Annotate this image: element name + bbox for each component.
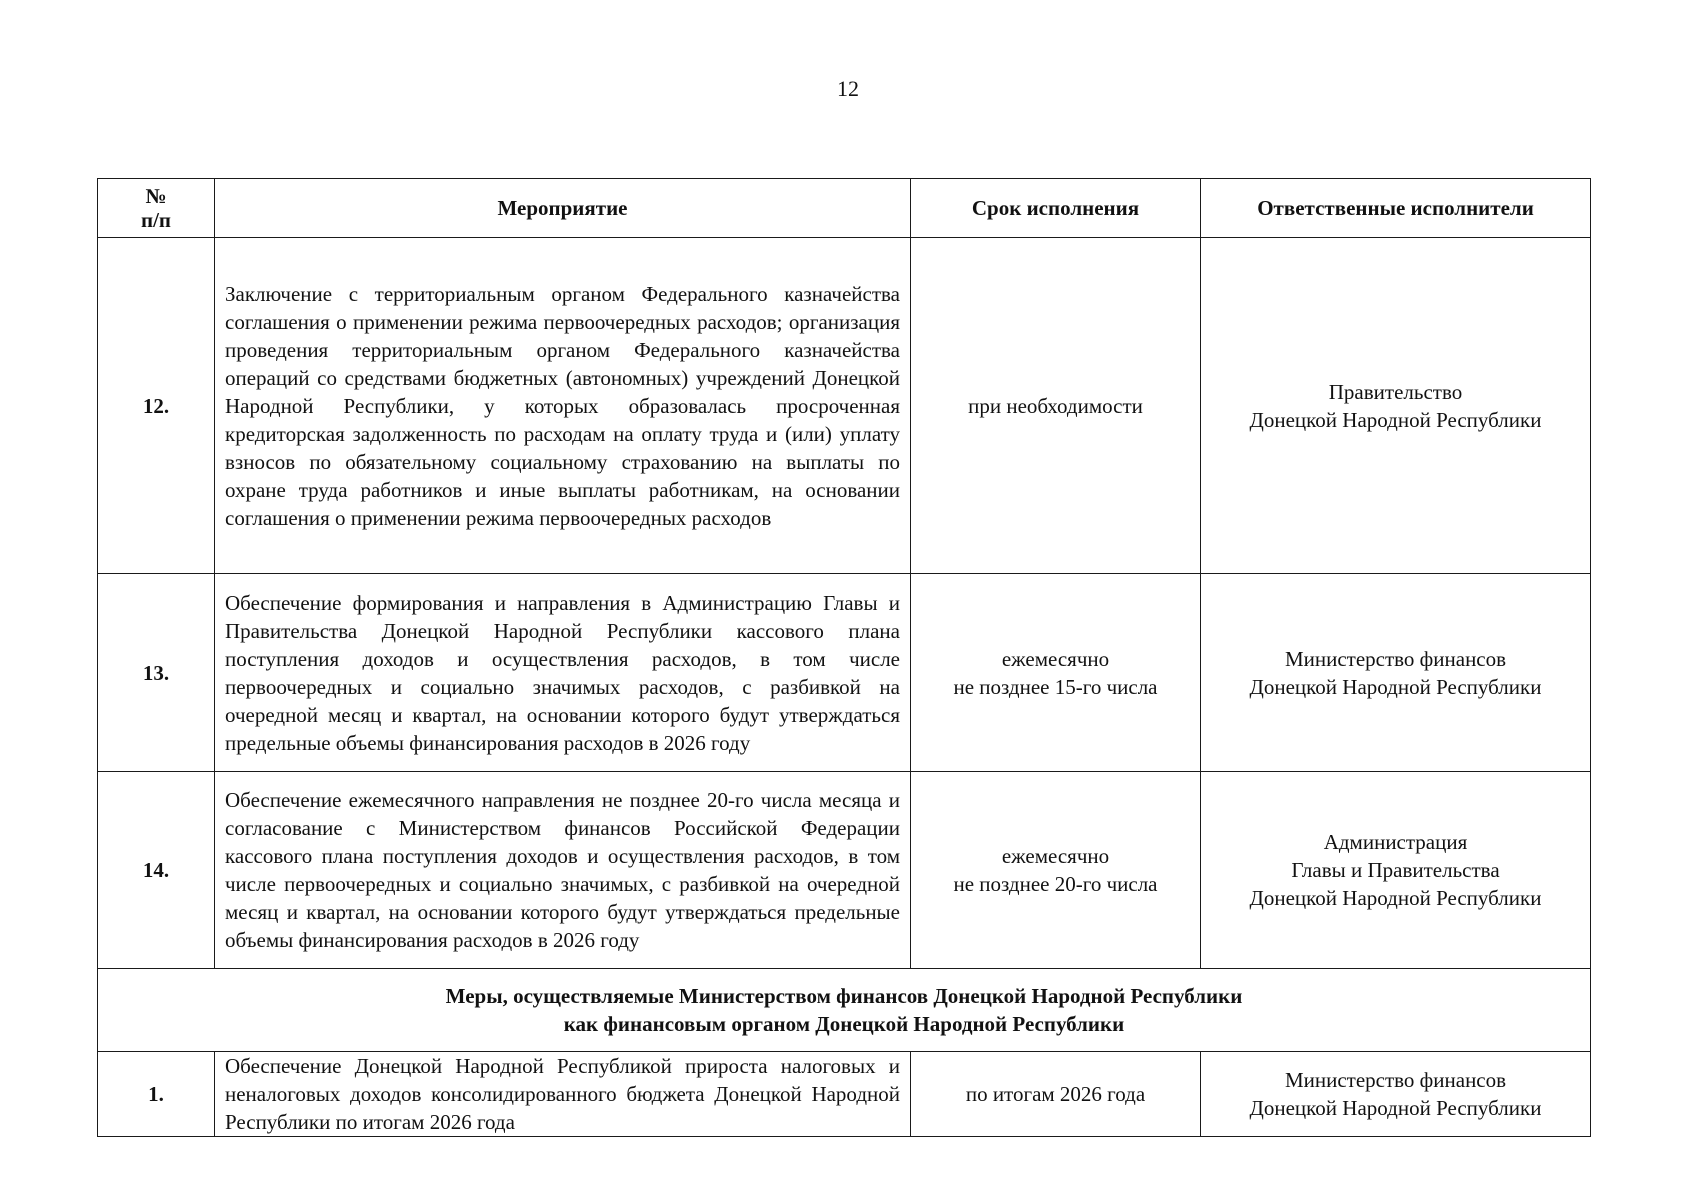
row-number: 12. bbox=[98, 238, 215, 574]
header-responsible: Ответственные исполнители bbox=[1201, 179, 1591, 238]
table-header-row bbox=[98, 179, 1591, 238]
responsible-line: Министерство финансов bbox=[1284, 1068, 1507, 1092]
responsible-line: Министерство финансов bbox=[1284, 646, 1507, 671]
header-deadline: Срок исполнения bbox=[911, 179, 1201, 238]
header-num-line1: № bbox=[145, 184, 167, 208]
table-row bbox=[98, 574, 1591, 772]
row-number: 1. bbox=[98, 1052, 215, 1137]
table-row bbox=[98, 1052, 1591, 1137]
deadline-line: при необходимости bbox=[968, 393, 1143, 418]
section-title-line1: Меры, осуществляемые Министерством финансов Донецкой Народной Республики bbox=[445, 984, 1243, 1008]
row-responsible bbox=[1201, 574, 1591, 772]
deadline-line: не позднее 15-го числа bbox=[953, 674, 1158, 699]
header-num-line2: п/п bbox=[140, 208, 172, 232]
deadline-line: не позднее 20-го числа bbox=[953, 872, 1158, 896]
row-deadline bbox=[911, 238, 1201, 574]
deadline-line: ежемесячно bbox=[1001, 844, 1110, 868]
responsible-line: Донецкой Народной Республики bbox=[1249, 674, 1542, 699]
responsible-line: Главы и Правительства bbox=[1291, 858, 1500, 882]
deadline-line: по итогам 2026 года bbox=[965, 1082, 1146, 1106]
row-deadline bbox=[911, 772, 1201, 969]
row-responsible bbox=[1201, 238, 1591, 574]
page-number: 12 bbox=[837, 76, 859, 101]
section-title-line2: как финансовым органом Донецкой Народной Республики bbox=[563, 1012, 1125, 1036]
row-activity: Обеспечение ежемесячного направления не позднее 20-го числа месяца и согласование с Министерством финансов Российской Федерации кассового плана поступления доходов и осуществления расходов, в том числе первоочередных и социально значимых, с разбивкой на очередной месяц и квартал, на основании которого будут утверждаться предельные объемы финансирования расходов в 2026 году bbox=[215, 772, 911, 969]
section-title bbox=[98, 969, 1591, 1052]
row-activity: Заключение с территориальным органом Федерального казначейства соглашения о применении режима первоочередных расходов; организация проведения территориальным органом Федерального казначейства операций со средствами бюджетных (автономных) учреждений Донецкой Народной Республики, у которых образовалась просроченная кредиторская задолженность по расходам на оплату труда и (или) уплату взносов по обязательному социальному страхованию на выплаты по охране труда работников и иные выплаты работникам, на основании соглашения о применении режима первоочередных расходов bbox=[215, 238, 911, 574]
section-header-row bbox=[98, 969, 1591, 1052]
deadline-line: ежемесячно bbox=[1001, 646, 1110, 671]
row-activity: Обеспечение формирования и направления в Администрацию Главы и Правительства Донецкой Народной Республики кассового плана поступления доходов и осуществления расходов, в том числе первоочередных и социально значимых расходов, с разбивкой на очередной месяц и квартал, на основании которого будут утверждаться предельные объемы финансирования расходов в 2026 году bbox=[215, 574, 911, 772]
responsible-line: Донецкой Народной Республики bbox=[1249, 407, 1542, 432]
row-number: 14. bbox=[98, 772, 215, 969]
row-number: 13. bbox=[98, 574, 215, 772]
responsible-line: Донецкой Народной Республики bbox=[1249, 1096, 1542, 1120]
action-plan-table bbox=[97, 178, 1591, 1137]
row-deadline bbox=[911, 574, 1201, 772]
row-deadline bbox=[911, 1052, 1201, 1137]
responsible-line: Администрация bbox=[1323, 830, 1468, 854]
row-responsible bbox=[1201, 772, 1591, 969]
table-row bbox=[98, 238, 1591, 574]
row-activity: Обеспечение Донецкой Народной Республикой прироста налоговых и неналоговых доходов консолидированного бюджета Донецкой Народной Республики по итогам 2026 года bbox=[215, 1052, 911, 1137]
responsible-line: Правительство bbox=[1328, 379, 1463, 404]
header-activity: Мероприятие bbox=[215, 179, 911, 238]
responsible-line: Донецкой Народной Республики bbox=[1249, 886, 1542, 910]
row-responsible bbox=[1201, 1052, 1591, 1137]
header-num bbox=[98, 179, 215, 238]
table-row bbox=[98, 772, 1591, 969]
